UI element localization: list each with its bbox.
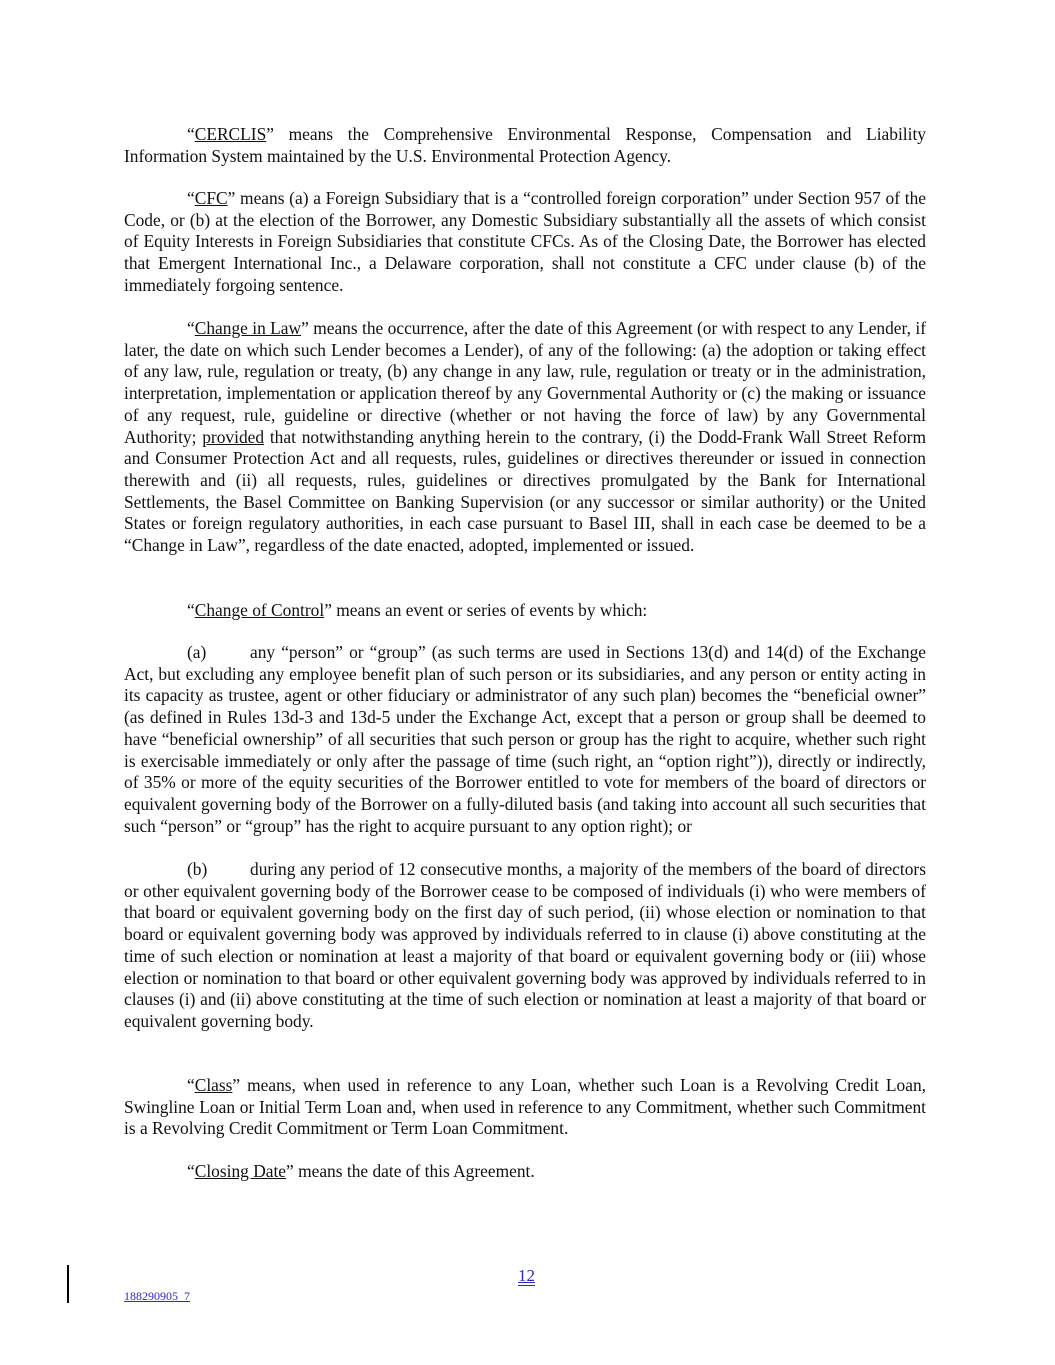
page-number[interactable]: 12 bbox=[518, 1266, 535, 1285]
quote: “ bbox=[187, 124, 195, 144]
quote: “ bbox=[187, 1075, 195, 1095]
clause-b bbox=[124, 859, 926, 1033]
quote: “ bbox=[187, 188, 195, 208]
definition-text-continued: that notwithstanding anything herein to the contrary, (i) the Dodd-Frank Wall Street Reform and Consumer Protection Act and all requests, rules, guidelines or directives thereunder or issued in connection therewith and (ii) all requests, rules, guidelines or directives promulgated by the Bank for International Settlements, the Basel Committee on Banking Supervision (or any successor or similar authority) or the United States or foreign regulatory authorities, in each case pursuant to Basel III, shall in each case be deemed to be a “Change in Law”, regardless of the date enacted, adopted, implemented or issued. bbox=[124, 426, 926, 556]
definition-change-of-control bbox=[124, 600, 926, 622]
document-id[interactable]: 188290905_7 bbox=[124, 1289, 190, 1303]
defined-term: CERCLIS bbox=[194, 124, 267, 144]
clause-label: (a) bbox=[187, 642, 207, 662]
definition-text: ” means an event or series of events by which: bbox=[324, 600, 648, 620]
defined-term: Class bbox=[194, 1075, 233, 1095]
definition-text: ” means (a) a Foreign Subsidiary that is a “controlled foreign corporation” under Section 957 of the Code, or (b) at the election of the Borrower, any Domestic Subsidiary substantially all the assets of which consist of Equity Interests in Foreign Subsidiaries that constitute CFCs. As of the Closing Date, the Borrower has elected that Emergent International Inc., a Delaware corporation, shall not constitute a CFC under clause (b) of the immediately forgoing sentence. bbox=[124, 188, 926, 295]
definition-closing-date bbox=[124, 1161, 926, 1183]
definition-text: ” means the Comprehensive Environmental Response, Compensation and Liability Information System maintained by the U.S. Environmental Protection Agency. bbox=[124, 124, 926, 166]
clause-a bbox=[124, 642, 926, 837]
clause-label: (b) bbox=[187, 859, 208, 879]
definition-cfc bbox=[124, 188, 926, 297]
clause-text: any “person” or “group” (as such terms are used in Sections 13(d) and 14(d) of the Exchange Act, but excluding any employee benefit plan of such person or its subsidiaries, and any person or entity acting in its capacity as trustee, agent or other fiduciary or administrator of any such plan) becomes the “beneficial owner” (as defined in Rules 13d-3 and 13d-5 under the Exchange Act, except that a person or group shall be deemed to have “beneficial ownership” of all securities that such person or group has the right to acquire, whether such right is exercisable immediately or only after the passage of time (such right, an “option right”)), directly or indirectly, of 35% or more of the equity securities of the Borrower entitled to vote for members of the board of directors or equivalent governing body of the Borrower on a fully-diluted basis (and taking into account all such securities that such “person” or “group” has the right to acquire pursuant to any option right); or bbox=[124, 642, 926, 836]
definition-class bbox=[124, 1075, 926, 1140]
defined-term: CFC bbox=[194, 188, 228, 208]
quote: “ bbox=[187, 600, 195, 620]
definition-change-in-law bbox=[124, 318, 926, 557]
definition-text: ” means the date of this Agreement. bbox=[286, 1161, 535, 1181]
defined-term: Change of Control bbox=[194, 600, 325, 620]
defined-term: Closing Date bbox=[194, 1161, 287, 1181]
defined-term: Change in Law bbox=[194, 318, 302, 338]
change-bar bbox=[67, 1265, 69, 1303]
quote: “ bbox=[187, 1161, 195, 1181]
quote: “ bbox=[187, 318, 195, 338]
proviso-emphasis: provided bbox=[202, 426, 265, 447]
clause-text: during any period of 12 consecutive months, a majority of the members of the board of directors or other equivalent governing body of the Borrower cease to be composed of individuals (i) who were members of that board or equivalent governing body on the first day of such period, (ii) whose election or nomination to that board or equivalent governing body was approved by individuals referred to in clause (i) above constituting at the time of such election or nomination at least a majority of that board or equivalent governing body or (iii) whose election or nomination to that board or other equivalent governing body was approved by individuals referred to in clauses (i) and (ii) above constituting at the time of such election or nomination at least a majority of that board or equivalent governing body. bbox=[124, 859, 926, 1031]
definition-text: ” means the occurrence, after the date of this Agreement (or with respect to any Lender, if later, the date on which such Lender becomes a Lender), of any of the following: (a) the adoption or taking effect of any law, rule, regulation or treaty, (b) any change in any law, rule, regulation or treaty or in the administration, interpretation, implementation or application thereof by any Governmental Authority or (c) the making or issuance of any request, rule, guideline or directive (whether or not having the force of law) by any Governmental Authority; bbox=[124, 318, 926, 447]
definition-cerclis bbox=[124, 124, 926, 167]
definition-text: ” means, when used in reference to any Loan, whether such Loan is a Revolving Credit Loan, Swingline Loan or Initial Term Loan and, when used in reference to any Commitment, whether such Commitment is a Revolving Credit Commitment or Term Loan Commitment. bbox=[124, 1075, 926, 1139]
